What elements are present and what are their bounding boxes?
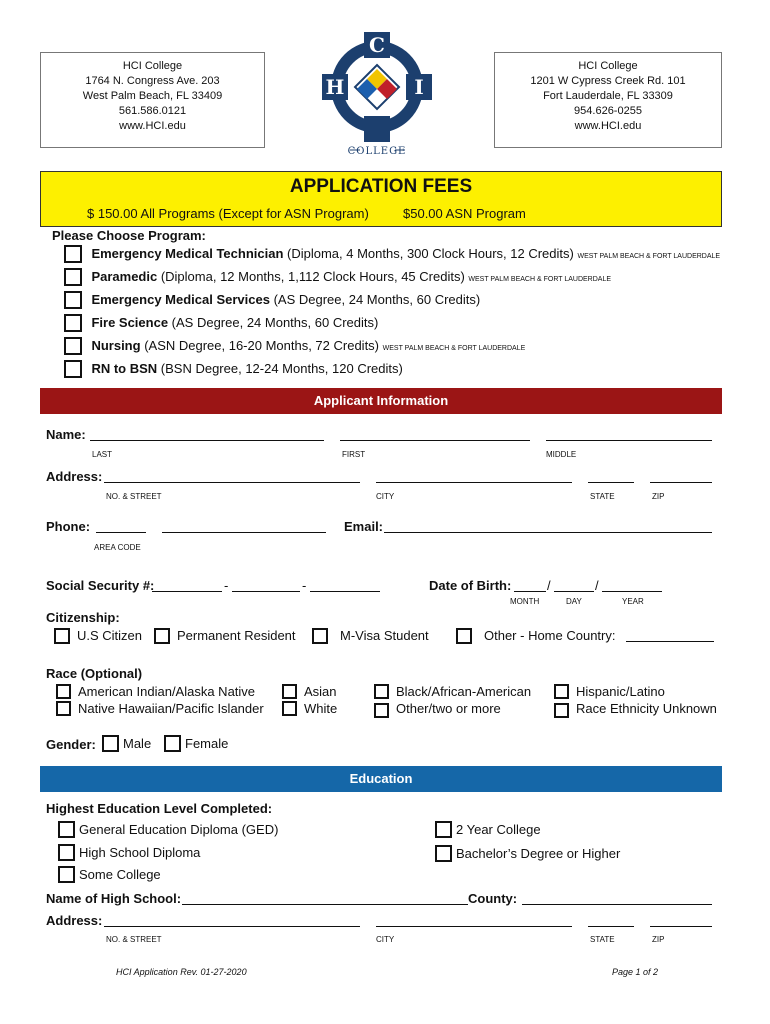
page-number: Page 1 of 2 bbox=[612, 967, 659, 977]
race-option-label: Hispanic/Latino bbox=[576, 684, 665, 699]
education-option-label: Some College bbox=[79, 867, 161, 882]
area-code-caption: AREA CODE bbox=[94, 543, 141, 552]
school-street-caption: NO. & STREET bbox=[106, 935, 162, 944]
education-option[interactable] bbox=[58, 866, 161, 884]
county-field[interactable] bbox=[522, 904, 712, 905]
citizenship-label-resident: Permanent Resident bbox=[177, 628, 296, 643]
citizenship-checkbox[interactable] bbox=[154, 628, 170, 644]
education-option[interactable] bbox=[58, 821, 278, 839]
program-option[interactable] bbox=[64, 360, 403, 378]
education-checkbox[interactable] bbox=[58, 866, 75, 883]
race-checkbox[interactable] bbox=[282, 701, 297, 716]
high-school-field[interactable] bbox=[182, 904, 468, 905]
program-location: WEST PALM BEACH & FORT LAUDERDALE bbox=[577, 253, 721, 261]
program-checkbox[interactable] bbox=[64, 314, 82, 332]
street-field[interactable] bbox=[104, 482, 360, 483]
program-name: Fire Science bbox=[91, 315, 169, 331]
first-name-field[interactable] bbox=[340, 440, 530, 441]
education-option[interactable] bbox=[435, 821, 541, 839]
logo-caption: COLLEGE bbox=[347, 146, 407, 157]
logo-letter-c: C bbox=[369, 33, 385, 57]
education-option-label: Bachelor’s Degree or Higher bbox=[456, 846, 621, 861]
citizenship-option[interactable] bbox=[54, 627, 142, 645]
education-checkbox[interactable] bbox=[58, 844, 75, 861]
right-address-box bbox=[494, 52, 722, 148]
education-checkbox[interactable] bbox=[58, 821, 75, 838]
race-option[interactable] bbox=[374, 701, 501, 723]
area-code-field[interactable] bbox=[96, 532, 146, 533]
race-option-label: Native Hawaiian/Pacific Islander bbox=[78, 701, 264, 716]
county-label: County: bbox=[468, 891, 518, 906]
fees-title: APPLICATION FEES bbox=[289, 176, 473, 197]
gender-option[interactable] bbox=[164, 735, 228, 753]
home-country-field[interactable] bbox=[626, 641, 714, 642]
program-option[interactable] bbox=[64, 291, 480, 309]
right-address-line: www.HCI.edu bbox=[574, 120, 642, 132]
citizenship-checkbox[interactable] bbox=[312, 628, 328, 644]
gender-checkbox[interactable] bbox=[164, 735, 181, 752]
school-address-label: Address: bbox=[46, 913, 103, 928]
citizenship-label-us: U.S Citizen bbox=[77, 628, 143, 643]
race-checkbox[interactable] bbox=[56, 701, 71, 716]
city-field[interactable] bbox=[376, 482, 572, 483]
ssn-separator: - bbox=[302, 578, 307, 593]
phone-number-field[interactable] bbox=[162, 532, 326, 533]
gender-checkbox[interactable] bbox=[102, 735, 119, 752]
program-option[interactable] bbox=[64, 245, 720, 263]
left-address-line: HCI College bbox=[122, 60, 183, 72]
program-name: Paramedic bbox=[91, 269, 158, 285]
left-address-line: www.HCI.edu bbox=[119, 120, 186, 132]
program-detail: (AS Degree, 24 Months, 60 Credits) bbox=[168, 315, 379, 331]
education-option[interactable] bbox=[58, 844, 200, 862]
application-fees-box bbox=[40, 171, 722, 227]
left-address-line: 1764 N. Congress Ave. 203 bbox=[85, 75, 220, 87]
race-checkbox[interactable] bbox=[282, 684, 297, 699]
program-checkbox[interactable] bbox=[64, 245, 82, 263]
dob-year-field[interactable] bbox=[602, 591, 662, 592]
citizenship-label-other: Other - Home Country: bbox=[484, 628, 616, 643]
race-checkbox[interactable] bbox=[56, 684, 71, 699]
program-location: WEST PALM BEACH & FORT LAUDERDALE bbox=[382, 345, 526, 353]
right-address-line: 1201 W Cypress Creek Rd. 101 bbox=[530, 75, 686, 87]
program-checkbox[interactable] bbox=[64, 337, 82, 355]
race-option-label: Other/two or more bbox=[396, 701, 501, 716]
left-address-line: West Palm Beach, FL 33409 bbox=[82, 90, 223, 102]
program-detail: (BSN Degree, 12-24 Months, 120 Credits) bbox=[157, 361, 403, 377]
gender-label: Gender: bbox=[46, 737, 96, 752]
program-name: RN to BSN bbox=[91, 361, 158, 377]
education-option-label: 2 Year College bbox=[456, 822, 541, 837]
race-option-label: American Indian/Alaska Native bbox=[78, 684, 256, 699]
state-field[interactable] bbox=[588, 482, 634, 483]
ssn-part-2-field[interactable] bbox=[232, 591, 300, 592]
gender-male-label: Male bbox=[123, 736, 152, 751]
email-field[interactable] bbox=[384, 532, 712, 533]
middle-caption: MIDDLE bbox=[546, 450, 577, 459]
program-detail: (Diploma, 4 Months, 300 Clock Hours, 12 Credits) bbox=[283, 246, 578, 262]
left-address-box bbox=[40, 52, 265, 148]
right-address-line: Fort Lauderdale, FL 33309 bbox=[543, 90, 673, 102]
race-label: Race (Optional) bbox=[46, 666, 143, 681]
school-street-field[interactable] bbox=[104, 926, 360, 927]
dob-separator: / bbox=[547, 578, 551, 593]
education-option-label: General Education Diploma (GED) bbox=[79, 822, 279, 837]
program-name: Nursing bbox=[91, 338, 141, 354]
race-option-label: Asian bbox=[304, 684, 337, 699]
right-address-line: HCI College bbox=[578, 60, 638, 72]
program-detail: (ASN Degree, 16-20 Months, 72 Credits) bbox=[140, 338, 383, 354]
education-bar: Education bbox=[40, 766, 722, 792]
race-checkbox[interactable] bbox=[554, 703, 569, 718]
program-name: Emergency Medical Technician bbox=[91, 246, 284, 262]
program-option[interactable] bbox=[64, 314, 378, 332]
city-caption: CITY bbox=[376, 492, 395, 501]
dob-year-caption: YEAR bbox=[622, 597, 644, 606]
hci-logo bbox=[320, 30, 435, 158]
logo-letter-i: I bbox=[414, 75, 424, 99]
first-caption: FIRST bbox=[342, 450, 366, 459]
program-option[interactable] bbox=[64, 337, 525, 355]
program-location: WEST PALM BEACH & FORT LAUDERDALE bbox=[468, 276, 612, 284]
program-name: Emergency Medical Services bbox=[91, 292, 270, 308]
school-state-caption: STATE bbox=[590, 935, 615, 944]
middle-name-field[interactable] bbox=[546, 440, 712, 441]
program-detail: (AS Degree, 24 Months, 60 Credits) bbox=[269, 292, 481, 308]
school-state-field[interactable] bbox=[588, 926, 634, 927]
phone-label: Phone: bbox=[46, 519, 91, 534]
race-option[interactable] bbox=[282, 701, 338, 721]
gender-option[interactable] bbox=[102, 735, 151, 753]
program-detail: (Diploma, 12 Months, 1,112 Clock Hours, 45 Credits) bbox=[157, 269, 469, 285]
last-caption: LAST bbox=[92, 450, 113, 459]
program-checkbox[interactable] bbox=[64, 360, 82, 378]
dob-day-caption: DAY bbox=[566, 597, 582, 606]
revision-note: HCI Application Rev. 01-27-2020 bbox=[116, 967, 247, 977]
state-caption: STATE bbox=[590, 492, 615, 501]
fee-asn-program: $50.00 ASN Program bbox=[403, 206, 526, 221]
gender-female-label: Female bbox=[185, 736, 229, 751]
applicant-info-bar: Applicant Information bbox=[40, 388, 722, 414]
program-option[interactable] bbox=[64, 268, 611, 286]
zip-field[interactable] bbox=[650, 482, 712, 483]
education-option[interactable] bbox=[435, 845, 620, 863]
right-address-line: 954.626-0255 bbox=[574, 105, 642, 117]
race-option[interactable] bbox=[374, 684, 532, 704]
zip-caption: ZIP bbox=[652, 492, 665, 501]
school-city-caption: CITY bbox=[376, 935, 395, 944]
education-option-label: High School Diploma bbox=[79, 845, 201, 860]
education-heading: Highest Education Level Completed: bbox=[46, 801, 273, 816]
citizenship-option[interactable] bbox=[312, 627, 429, 645]
program-checkbox[interactable] bbox=[64, 268, 82, 286]
dob-month-field[interactable] bbox=[514, 591, 546, 592]
dob-day-field[interactable] bbox=[554, 591, 594, 592]
program-checkbox[interactable] bbox=[64, 291, 82, 309]
name-label: Name: bbox=[46, 427, 86, 442]
ssn-part-3-field[interactable] bbox=[310, 591, 380, 592]
last-name-field[interactable] bbox=[90, 440, 324, 441]
race-checkbox[interactable] bbox=[374, 684, 389, 699]
citizenship-option[interactable] bbox=[154, 627, 296, 645]
ssn-part-1-field[interactable] bbox=[152, 591, 222, 592]
race-option[interactable] bbox=[554, 701, 717, 723]
ssn-separator: - bbox=[224, 578, 229, 593]
school-zip-field[interactable] bbox=[650, 926, 712, 927]
address-label: Address: bbox=[46, 469, 103, 484]
high-school-label: Name of High School: bbox=[46, 891, 182, 906]
race-option[interactable] bbox=[56, 701, 264, 721]
citizenship-checkbox[interactable] bbox=[54, 628, 70, 644]
dob-separator: / bbox=[595, 578, 599, 593]
school-zip-caption: ZIP bbox=[652, 935, 665, 944]
school-city-field[interactable] bbox=[376, 926, 572, 927]
race-checkbox[interactable] bbox=[374, 703, 389, 718]
race-option[interactable] bbox=[554, 684, 665, 704]
street-caption: NO. & STREET bbox=[106, 492, 162, 501]
race-checkbox[interactable] bbox=[554, 684, 569, 699]
dob-month-caption: MONTH bbox=[510, 597, 540, 606]
citizenship-option[interactable] bbox=[456, 627, 616, 645]
citizenship-label-mvisa: M-Visa Student bbox=[340, 628, 429, 643]
education-checkbox[interactable] bbox=[435, 821, 452, 838]
race-option-label: White bbox=[304, 701, 338, 716]
race-option-label: Race Ethnicity Unknown bbox=[576, 701, 717, 716]
logo-letter-h: H bbox=[325, 75, 345, 99]
ssn-label: Social Security #: bbox=[46, 578, 155, 593]
program-heading: Please Choose Program: bbox=[52, 228, 206, 243]
education-checkbox[interactable] bbox=[435, 845, 452, 862]
citizenship-label: Citizenship: bbox=[46, 610, 120, 625]
email-label: Email: bbox=[344, 519, 384, 534]
citizenship-checkbox[interactable] bbox=[456, 628, 472, 644]
fee-all-programs: $ 150.00 All Programs (Except for ASN Program) bbox=[87, 206, 369, 221]
race-option-label: Black/African-American bbox=[396, 684, 532, 699]
left-address-line: 561.586.0121 bbox=[118, 105, 187, 117]
dob-label: Date of Birth: bbox=[429, 578, 512, 593]
